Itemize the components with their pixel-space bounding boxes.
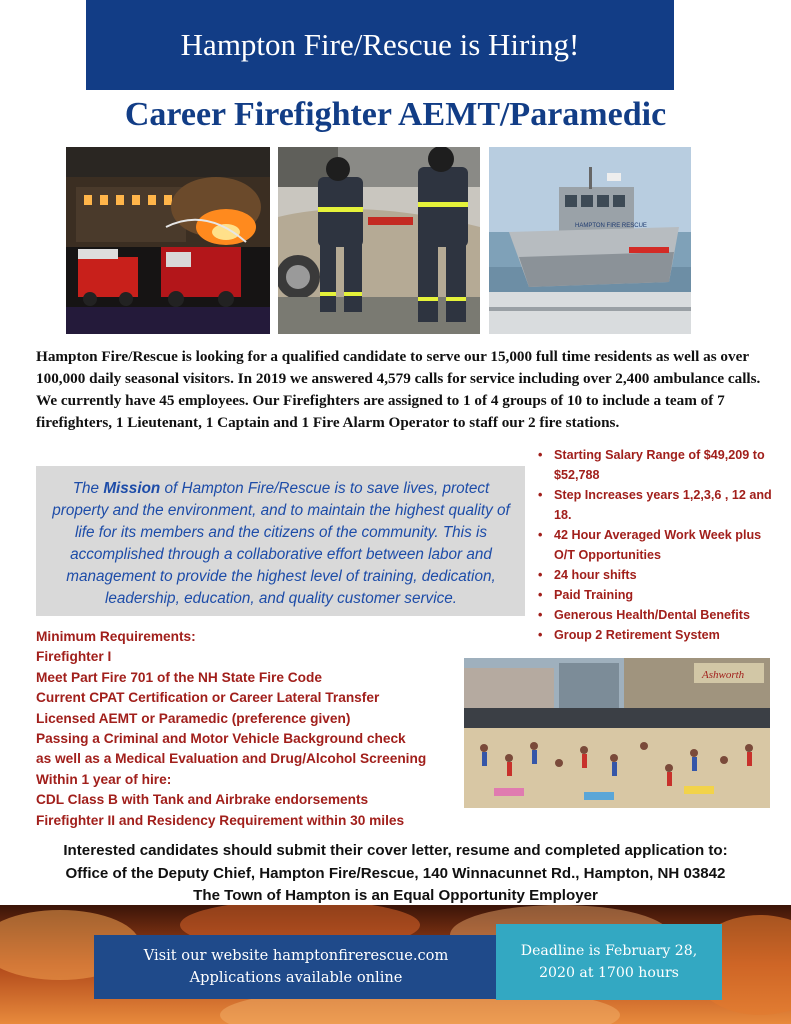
benefit-item: • Step Increases years 1,2,3,6 , 12 and 18.: [534, 485, 779, 525]
mission-statement: [46, 478, 516, 610]
requirement-item: Passing a Criminal and Motor Vehicle Background check: [36, 731, 406, 747]
hotel-sign-text: Ashworth: [702, 669, 745, 681]
benefit-item: • 42 Hour Averaged Work Week plus O/T Opportunities: [534, 525, 779, 565]
benefit-item: • 24 hour shifts: [534, 565, 779, 585]
deadline-callout: [496, 924, 722, 1000]
requirements-list: [36, 627, 466, 831]
boat-name-text: HAMPTON FIRE RESCUE: [575, 223, 647, 229]
requirement-item: Meet Part Fire 701 of the NH State Fire Code: [36, 669, 322, 685]
benefits-list: [534, 445, 779, 645]
website-link[interactable]: Visit our website hamptonfirerescue.com: [143, 947, 449, 964]
deadline-time: 2020 at 1700 hours: [539, 965, 679, 981]
photo-rescue-boat: [489, 147, 691, 334]
benefit-item: • Paid Training: [534, 585, 779, 605]
requirement-item: as well as a Medical Evaluation and Drug/Alcohol Screening: [36, 751, 427, 767]
photo-beach-crowd: [464, 658, 770, 808]
requirement-item: CDL Class B with Tank and Airbrake endorsements: [36, 792, 369, 808]
requirements-heading: Minimum Requirements:: [36, 629, 196, 644]
hiring-banner-text: Hampton Fire/Rescue is Hiring!: [180, 27, 580, 62]
requirement-item: Licensed AEMT or Paramedic (preference given): [36, 710, 351, 726]
requirement-item: Within 1 year of hire:: [36, 771, 172, 787]
mission-lead: The: [72, 480, 104, 497]
requirement-item: Current CPAT Certification or Career Lateral Transfer: [36, 690, 380, 706]
intro-paragraph: Hampton Fire/Rescue is looking for a qualified candidate to serve our 15,000 full time residents as well as over 100,000 daily seasonal visitors. In 2019 we answered 4,579 calls for service including over 2,400 ambulance calls. We currently have 45 employees. Our Firefighters are assigned to 1 of 4 groups of 10 to include a team of 7 firefighters, 1 Lieutenant, 1 Captain and 1 Fire Alarm Operator to staff our 2 fire stations.: [36, 348, 761, 431]
benefit-item: • Starting Salary Range of $49,209 to $52,788: [534, 445, 779, 485]
mission-keyword: Mission: [103, 480, 161, 497]
equal-opportunity-line: The Town of Hampton is an Equal Opportunity Employer: [193, 887, 598, 904]
photo-fire-scene: [66, 147, 270, 334]
mission-box: [36, 466, 525, 616]
apply-address: Office of the Deputy Chief, Hampton Fire/Rescue, 140 Winnacunnet Rd., Hampton, NH 03842: [65, 864, 726, 882]
hiring-banner: [86, 0, 674, 90]
benefit-item: • Group 2 Retirement System: [534, 625, 779, 645]
mission-body: of Hampton Fire/Rescue is to save lives, protect property and the environment, and to maintain the highest quality of life for its members and the citizens of the community. This is accomplished through a collaborative effort between labor and management to provide the highest level of training, dedication, leadership, education, and quality customer service.: [52, 480, 510, 607]
apply-line: Interested candidates should submit their cover letter, resume and completed application to:: [63, 842, 728, 859]
website-callout: [94, 935, 498, 999]
benefit-item: • Generous Health/Dental Benefits: [534, 605, 779, 625]
photo-vehicle-rescue: [278, 147, 480, 334]
job-title: Career Firefighter AEMT/Paramedic: [124, 96, 667, 133]
deadline-line: Deadline is February 28,: [520, 943, 698, 959]
requirement-item: Firefighter I: [36, 649, 112, 665]
applications-note: Applications available online: [189, 969, 403, 986]
requirement-item: Firefighter II and Residency Requirement within 30 miles: [36, 812, 405, 828]
application-instructions: [0, 840, 791, 908]
